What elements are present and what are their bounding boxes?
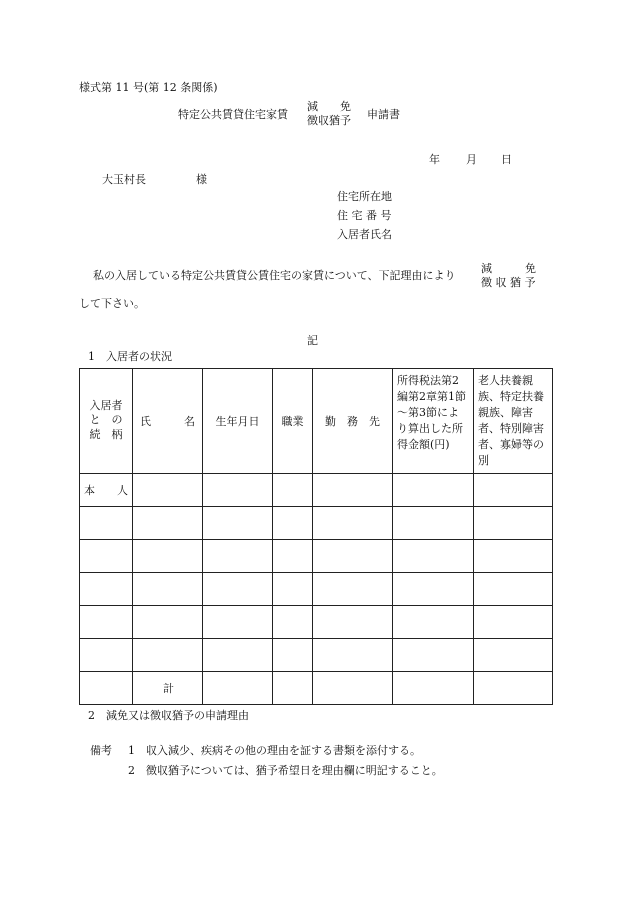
table-row: [80, 473, 553, 506]
cell-name[interactable]: [133, 539, 203, 572]
honorific: 様: [196, 173, 207, 186]
title-option-deferral: 徴収猶予: [307, 113, 351, 127]
cell-birthdate[interactable]: [203, 539, 273, 572]
cell-income[interactable]: [393, 473, 474, 506]
cell-dependents[interactable]: [474, 605, 553, 638]
note-2-text: 徴収猶予については、猶予希望日を理由欄に明記すること。: [146, 764, 443, 777]
cell-dependents[interactable]: [474, 473, 553, 506]
field-resident-name-label: 入居者氏名: [337, 228, 392, 241]
cell-income[interactable]: [393, 638, 474, 671]
cell-relation[interactable]: [80, 638, 133, 671]
cell-relation[interactable]: [80, 539, 133, 572]
body-text: 私の入居している特定公共賃貸公賃住宅の家賃について、下記理由により: [93, 269, 456, 282]
cell-total-birthdate[interactable]: [203, 671, 273, 704]
cell-total-occupation[interactable]: [273, 671, 313, 704]
note-1-text: 収入減少、疾病その他の理由を証する書類を添付する。: [146, 744, 421, 757]
cell-dependents[interactable]: [474, 506, 553, 539]
form-number: 様式第 11 号(第 12 条関係): [79, 81, 218, 94]
cell-name[interactable]: [133, 572, 203, 605]
notes-label: 備考: [90, 744, 112, 757]
table-row: [80, 605, 553, 638]
field-address-label: 住宅所在地: [337, 190, 392, 203]
cell-total-income[interactable]: [393, 671, 474, 704]
table-row: [80, 572, 553, 605]
col-dependents: 老人扶養親族、特定扶養親族、障害者、特別障害者、寡婦等の別: [474, 369, 553, 474]
cell-workplace[interactable]: [313, 473, 393, 506]
cell-dependents[interactable]: [474, 638, 553, 671]
cell-name[interactable]: [133, 605, 203, 638]
cell-occupation[interactable]: [273, 506, 313, 539]
body-options: [481, 262, 536, 290]
cell-relation[interactable]: [80, 572, 133, 605]
body-option-deferral: 徴 収 猶 予: [481, 275, 536, 289]
cell-income[interactable]: [393, 539, 474, 572]
total-row: [80, 671, 553, 704]
cell-dependents[interactable]: [474, 572, 553, 605]
cell-income[interactable]: [393, 506, 474, 539]
cell-occupation[interactable]: [273, 473, 313, 506]
cell-total-workplace[interactable]: [313, 671, 393, 704]
note-1-number: 1: [128, 744, 135, 757]
cell-birthdate[interactable]: [203, 473, 273, 506]
title-option-reduction: 減 免: [307, 100, 351, 113]
title-suffix: 申請書: [367, 108, 400, 121]
date-day-label: 日: [501, 153, 512, 166]
cell-workplace[interactable]: [313, 506, 393, 539]
section1-heading: 1 入居者の状況: [88, 350, 172, 363]
table-row: [80, 638, 553, 671]
cell-income[interactable]: [393, 572, 474, 605]
total-blank: [80, 671, 133, 704]
cell-occupation[interactable]: [273, 539, 313, 572]
cell-workplace[interactable]: [313, 605, 393, 638]
title-prefix: 特定公共賃貸住宅家賃: [178, 108, 288, 121]
cell-name[interactable]: [133, 506, 203, 539]
field-house-number-label: 住 宅 番 号: [337, 209, 392, 222]
cell-birthdate[interactable]: [203, 605, 273, 638]
cell-birthdate[interactable]: [203, 506, 273, 539]
cell-birthdate[interactable]: [203, 638, 273, 671]
table-header-row: [80, 369, 553, 474]
cell-occupation[interactable]: [273, 638, 313, 671]
body-option-reduction: 減 免: [481, 262, 536, 275]
cell-income[interactable]: [393, 605, 474, 638]
cell-workplace[interactable]: [313, 572, 393, 605]
cell-relation[interactable]: [80, 605, 133, 638]
col-birthdate: 生年月日: [203, 369, 273, 474]
col-workplace: 勤 務 先: [313, 369, 393, 474]
table-row: [80, 539, 553, 572]
body-text-end: して下さい。: [79, 297, 145, 310]
col-income: 所得税法第2編第2章第1節～第3節により算出した所得金額(円): [393, 369, 474, 474]
cell-birthdate[interactable]: [203, 572, 273, 605]
title-options: [307, 100, 351, 128]
col-relation: 入居者 と の 続 柄: [80, 369, 133, 474]
cell-occupation[interactable]: [273, 572, 313, 605]
cell-dependents[interactable]: [474, 539, 553, 572]
cell-total-dependents[interactable]: [474, 671, 553, 704]
cell-occupation[interactable]: [273, 605, 313, 638]
date-month-label: 月: [466, 153, 477, 166]
cell-relation[interactable]: [80, 506, 133, 539]
ki-heading: 記: [307, 334, 318, 347]
cell-workplace[interactable]: [313, 539, 393, 572]
resident-status-table: [79, 368, 553, 705]
addressee: 大玉村長: [102, 173, 146, 186]
cell-name[interactable]: [133, 473, 203, 506]
section2-heading: 2 減免又は徴収猶予の申請理由: [88, 709, 249, 722]
total-label: 計: [133, 671, 203, 704]
col-occupation: 職業: [273, 369, 313, 474]
table-row: [80, 506, 553, 539]
note-2-number: 2: [128, 764, 135, 777]
col-name: 氏 名: [133, 369, 203, 474]
self-label: 本 人: [80, 473, 133, 506]
date-year-label: 年: [429, 153, 440, 166]
cell-name[interactable]: [133, 638, 203, 671]
cell-workplace[interactable]: [313, 638, 393, 671]
